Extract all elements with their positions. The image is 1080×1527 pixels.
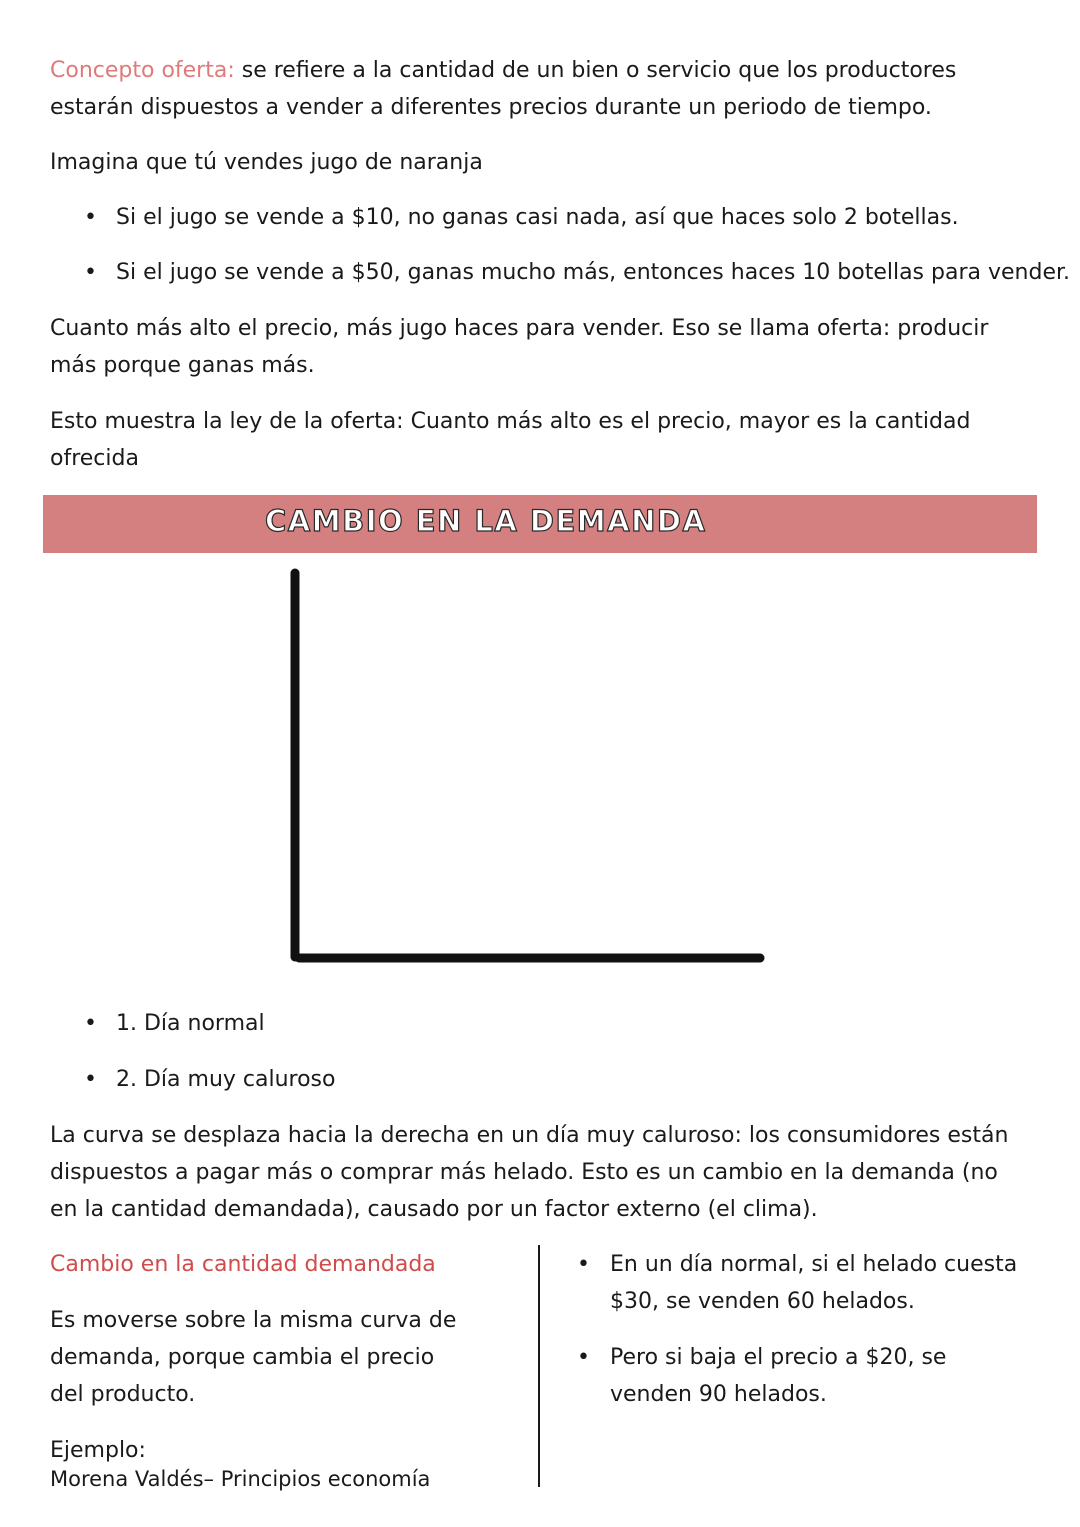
section-banner — [43, 495, 1037, 553]
example-bullet-1: Si el jugo se vende a $10, no ganas casi nada, así que haces solo 2 botellas. — [116, 205, 959, 230]
bullet-dot: • — [84, 1067, 97, 1092]
demand-shift-explanation: La curva se desplaza hacia la derecha en un día muy caluroso: los consumidores están dispuestos a pagar más o comprar más helado. Esto es un cambio en la demanda (no en la cantidad demandada), causado por un factor externo (el clima). — [50, 1123, 1009, 1222]
column-divider — [538, 1245, 540, 1487]
example-bullet-2: Si el jugo se vende a $50, ganas mucho más, entonces haces 10 botellas para vender. — [116, 260, 1070, 285]
author-footer: Morena Valdés– Principios economía — [50, 1467, 431, 1491]
bullet-dot: • — [84, 1011, 97, 1036]
law-of-supply: Esto muestra la ley de la oferta: Cuanto más alto es el precio, mayor es la cantidad ofrecida — [50, 409, 971, 471]
quantity-example-2: Pero si baja el precio a $20, se venden 90 helados. — [610, 1345, 947, 1407]
supply-term: Concepto oferta: — [50, 58, 235, 83]
supply-definition-text: se refiere a la cantidad de un bien o servicio que los productores estarán dispuestos a vender a diferentes precios durante un periodo de tiempo. — [50, 58, 957, 120]
bullet-dot: • — [577, 1252, 590, 1277]
bullet-dot: • — [84, 260, 97, 285]
quantity-change-heading: Cambio en la cantidad demandada — [50, 1252, 436, 1277]
scenario-hot-day: 2. Día muy caluroso — [116, 1067, 336, 1092]
bullet-dot: • — [577, 1345, 590, 1370]
bullet-dot: • — [84, 205, 97, 230]
example-conclusion: Cuanto más alto el precio, más jugo haces para vender. Eso se llama oferta: producir más porque ganas más. — [50, 316, 989, 378]
quantity-change-description: Es moverse sobre la misma curva de demanda, porque cambia el precio del producto. — [50, 1308, 457, 1407]
quantity-example-1: En un día normal, si el helado cuesta $30, se venden 60 helados. — [610, 1252, 1018, 1314]
example-lead: Imagina que tú vendes jugo de naranja — [50, 150, 483, 175]
example-label: Ejemplo: — [50, 1438, 146, 1463]
scenario-normal-day: 1. Día normal — [116, 1011, 265, 1036]
empty-graph-axes — [285, 565, 775, 970]
section-title: CAMBIO EN LA DEMANDA — [265, 504, 707, 538]
supply-definition — [50, 52, 1040, 126]
